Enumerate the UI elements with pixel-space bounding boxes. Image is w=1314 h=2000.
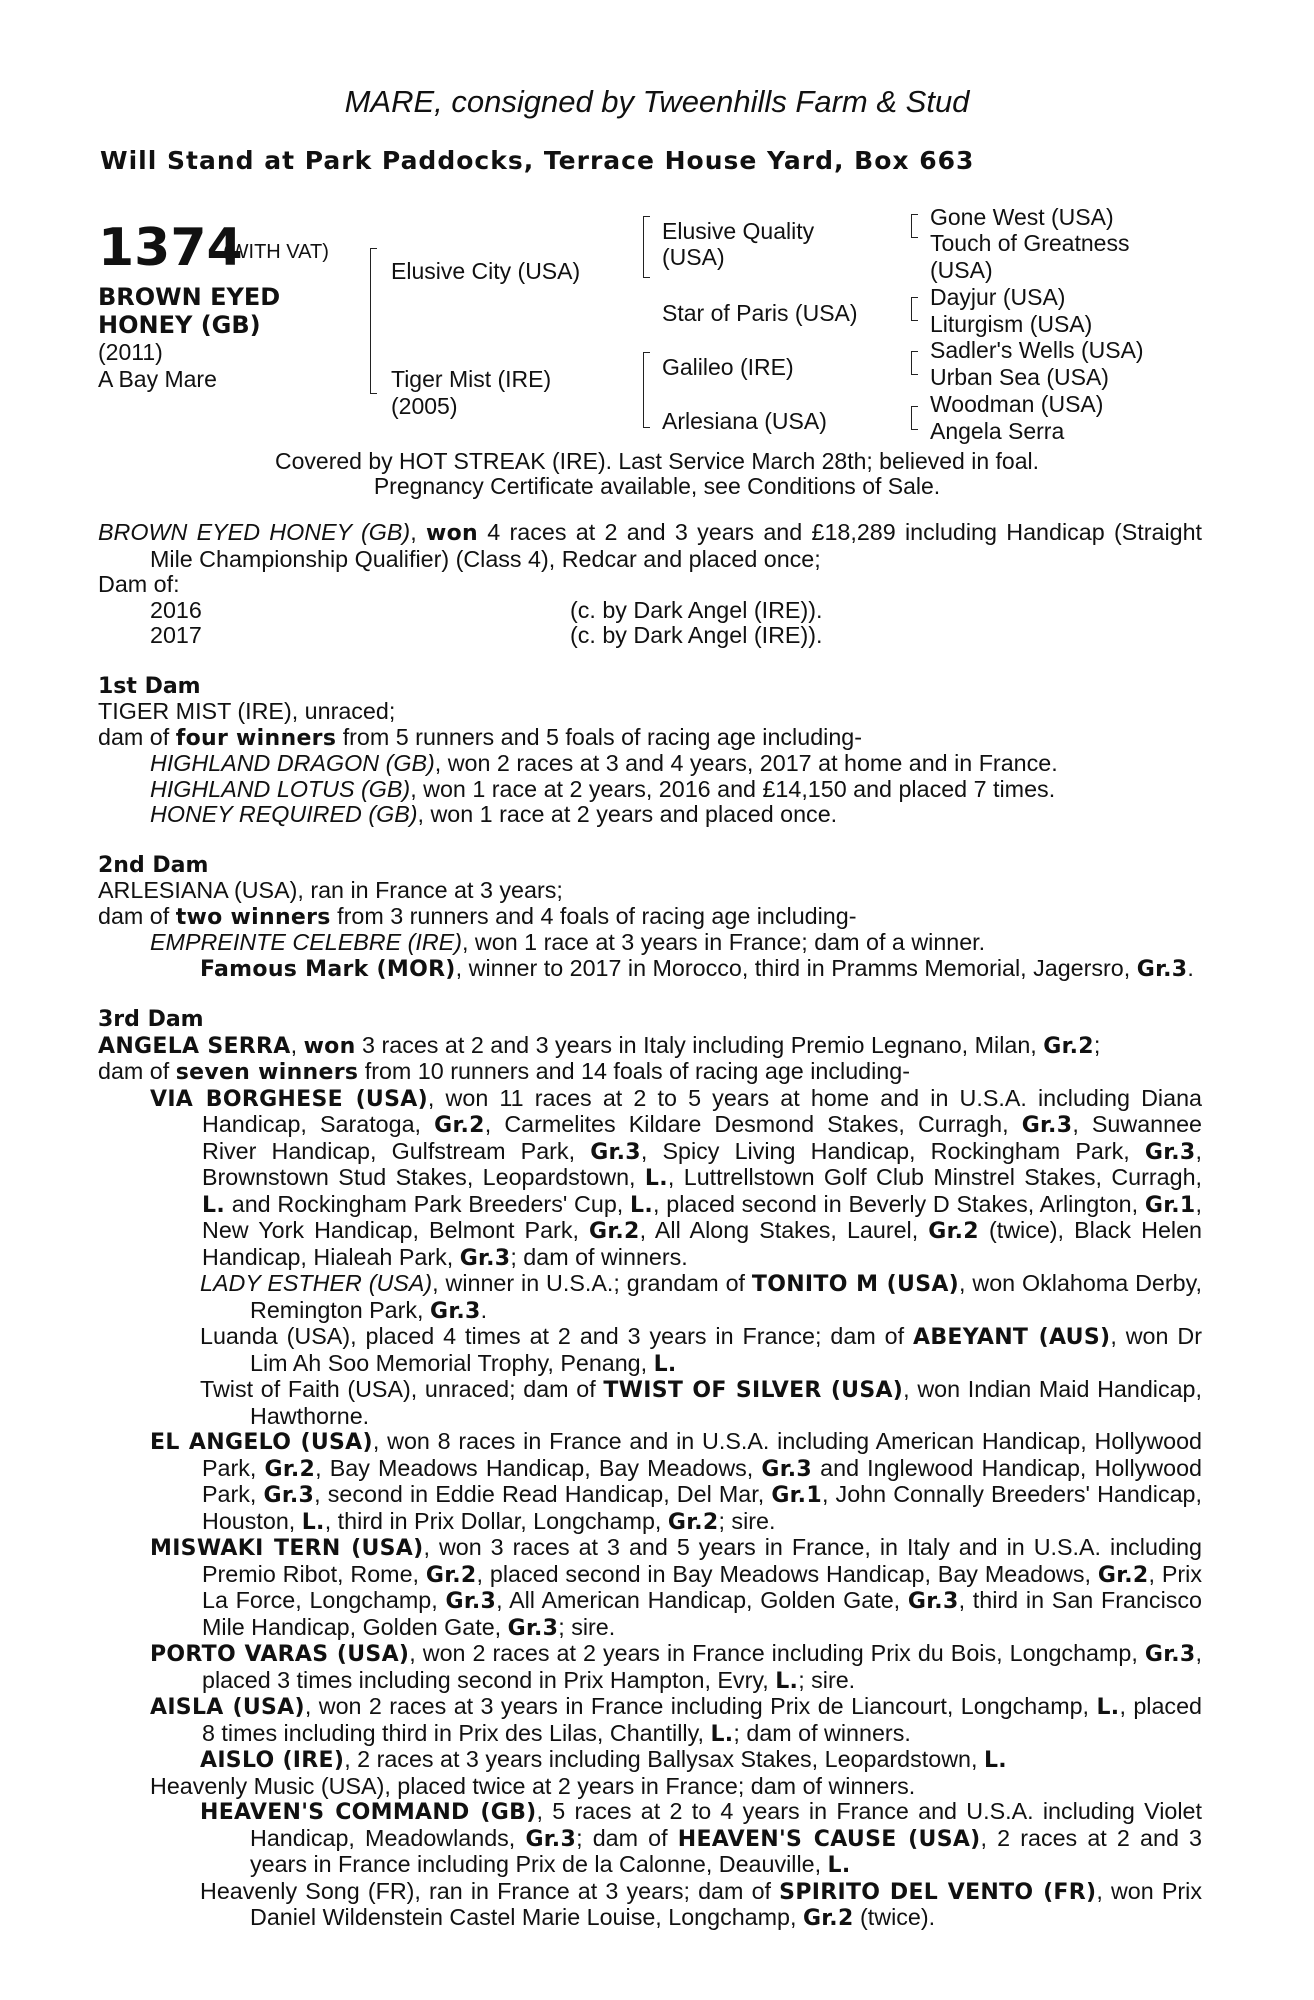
stand-location: Will Stand at Park Paddocks, Terrace House Yard, Box 663 — [100, 146, 975, 175]
second-dam-item: EMPREINTE CELEBRE (IRE), won 1 race at 3 years in France; dam of a winner. — [150, 929, 986, 955]
ped-ggp-sadlers-wells: Sadler's Wells (USA) — [930, 337, 1144, 363]
foal-2017: 2017 (c. by Dark Angel (IRE)). — [150, 622, 823, 648]
first-dam-line: TIGER MIST (IRE), unraced; — [98, 698, 396, 724]
foal-2016: 2016 (c. by Dark Angel (IRE)). — [150, 596, 823, 623]
el-angelo-entry: EL ANGELO (USA), won 8 races in France and in U.S.A. including American Handicap, Hollywood Park, Gr.2, Bay Meadows Handicap, Bay Meadows, Gr.3 and Inglewood Handicap, Hollywood Park, Gr.3, second in Eddie Read Handicap, Del Mar, Gr.1, John Connally Breeders' Handicap, Houston, L., third in Prix Dollar, Longchamp, Gr.2; sire. — [150, 1428, 1203, 1535]
heavens-command-entry: HEAVEN'S COMMAND (GB), 5 races at 2 to 4 years in France and U.S.A. including Violet Handicap, Meadowlands, Gr.3; dam of HEAVEN'S CAUSE (USA), 2 races at 2 and 3 years in France including Prix de la Calonne, Deauville, L. — [200, 1798, 1203, 1878]
heavenly-music-entry: Heavenly Music (USA), placed twice at 2 years in France; dam of winners. — [150, 1772, 916, 1799]
ped-sire-dam: Star of Paris (USA) — [662, 300, 858, 326]
ped-dam-sire: Galileo (IRE) — [662, 354, 794, 380]
horse-name-line1: BROWN EYED — [98, 283, 281, 311]
first-dam-dam-of: dam of four winners from 5 runners and 5 foals of racing age including- — [98, 723, 862, 751]
lady-esther-entry: LADY ESTHER (USA), winner in U.S.A.; grandam of TONITO M (USA), won Oklahoma Derby, Remington Park, Gr.3. — [200, 1270, 1202, 1324]
second-dam-dam-of: dam of two winners from 3 runners and 4 foals of racing age including- — [98, 902, 857, 930]
horse-year: (2011) — [98, 339, 163, 365]
brace-sire-dam — [370, 248, 371, 394]
third-dam-dam-of: dam of seven winners from 10 runners and 14 foals of racing age including- — [98, 1058, 910, 1085]
twist-of-faith-entry: Twist of Faith (USA), unraced; dam of TWIST OF SILVER (USA), won Indian Maid Handicap, Hawthorne. — [200, 1376, 1202, 1429]
aislo-entry: AISLO (IRE), 2 races at 3 years including Ballysax Stakes, Leopardstown, L. — [200, 1746, 1007, 1773]
second-dam-heading: 2nd Dam — [98, 852, 209, 878]
aisla-entry: AISLA (USA), won 2 races at 3 years in France including Prix de Liancourt, Longchamp, L., placed 8 times including third in Prix des Lilas, Chantilly, L.; dam of winners. — [150, 1693, 1202, 1747]
first-dam-item: HONEY REQUIRED (GB), won 1 race at 2 years and placed once. — [150, 801, 838, 827]
second-dam-subitem: Famous Mark (MOR), winner to 2017 in Morocco, third in Pramms Memorial, Jagersro, Gr.3. — [200, 954, 1194, 982]
brace-ggp-4 — [911, 406, 912, 430]
second-dam-line: ARLESIANA (USA), ran in France at 3 years; — [98, 877, 563, 903]
first-dam-item: HIGHLAND DRAGON (GB), won 2 races at 3 and 4 years, 2017 at home and in France. — [150, 750, 1058, 776]
ped-ggp-gone-west: Gone West (USA) — [930, 204, 1114, 230]
third-dam-heading: 3rd Dam — [98, 1007, 204, 1032]
ped-sire: Elusive City (USA) — [391, 258, 581, 284]
brace-dam-parents — [643, 352, 644, 428]
ped-dam-dam: Arlesiana (USA) — [662, 408, 827, 434]
brace-ggp-3 — [911, 351, 912, 375]
first-dam-item: HIGHLAND LOTUS (GB), won 1 race at 2 years, 2016 and £14,150 and placed 7 times. — [150, 775, 1056, 802]
catalogue-body — [98, 520, 1202, 1932]
ped-sire-sire-l2: (USA) — [662, 244, 725, 270]
horse-name-line2: HONEY (GB) — [98, 311, 261, 339]
ped-ggp-dayjur: Dayjur (USA) — [930, 284, 1066, 310]
porto-varas-entry: PORTO VARAS (USA), won 2 races at 2 years in France including Prix du Bois, Longchamp, Gr.3, placed 3 times including second in Prix Hampton, Evry, L.; sire. — [150, 1640, 1202, 1694]
ped-ggp-angela-serra: Angela Serra — [930, 418, 1065, 444]
covered-line: Covered by HOT STREAK (IRE). Last Service March 28th; believed in foal. — [275, 448, 1039, 474]
ped-ggp-woodman: Woodman (USA) — [930, 391, 1104, 417]
ped-ggp-touch-greatness-country: (USA) — [930, 257, 993, 283]
pregnancy-line: Pregnancy Certificate available, see Conditions of Sale. — [373, 473, 941, 499]
ped-dam: Tiger Mist (IRE) — [391, 366, 552, 392]
horse-description: A Bay Mare — [98, 366, 217, 392]
ped-dam-year: (2005) — [391, 393, 458, 419]
miswaki-tern-entry: MISWAKI TERN (USA), won 3 races at 3 and 5 years in France, in Italy and in U.S.A. including Premio Ribot, Rome, Gr.2, placed second in Bay Meadows Handicap, Bay Meadows, Gr.2, Prix La Force, Longchamp, Gr.3, All American Handicap, Golden Gate, Gr.3, third in San Francisco Mile Handicap, Golden Gate, Gr.3; sire. — [150, 1534, 1203, 1641]
via-borghese-entry: VIA BORGHESE (USA), won 11 races at 2 to 5 years at home and in U.S.A. including Diana Handicap, Saratoga, Gr.2, Carmelites Kildare Desmond Stakes, Curragh, Gr.3, Suwannee River Handicap, Gulfstream Park, Gr.3, Spicy Living Handicap, Rockingham Park, Gr.3, Brownstown Stud Stakes, Leopardstown, L., Luttrellstown Golf Club Minstrel Stakes, Curragh, L. and Rockingham Park Breeders' Cup, L., placed second in Beverly D Stakes, Arlington, Gr.1, New York Handicap, Belmont Park, Gr.2, All Along Stakes, Laurel, Gr.2 (twice), Black Helen Handicap, Hialeah Park, Gr.3; dam of winners. — [150, 1084, 1202, 1271]
vat-note: (WITH VAT) — [223, 241, 329, 263]
dam-of-label: Dam of: — [98, 571, 180, 597]
brace-ggp-2 — [911, 297, 912, 321]
brace-ggp-1 — [911, 214, 912, 238]
ped-ggp-touch-greatness: Touch of Greatness — [930, 230, 1130, 256]
ped-ggp-urban-sea: Urban Sea (USA) — [930, 364, 1109, 390]
consignor-line: MARE, consigned by Tweenhills Farm & Stud — [344, 84, 970, 119]
heavenly-song-entry: Heavenly Song (FR), ran in France at 3 years; dam of SPIRITO DEL VENTO (FR), won Prix Daniel Wildenstein Castel Marie Louise, Longchamp, Gr.2 (twice). — [200, 1877, 1202, 1931]
ped-sire-sire-l1: Elusive Quality — [662, 218, 815, 244]
brace-sire-parents — [643, 216, 644, 278]
third-dam-line: ANGELA SERRA, won 3 races at 2 and 3 years in Italy including Premio Legnano, Milan, Gr.2; — [98, 1031, 1101, 1059]
luanda-entry: Luanda (USA), placed 4 times at 2 and 3 years in France; dam of ABEYANT (AUS), won Dr Lim Ah Soo Memorial Trophy, Penang, L. — [200, 1323, 1202, 1377]
ped-ggp-liturgism: Liturgism (USA) — [930, 311, 1093, 337]
produce-record: BROWN EYED HONEY (GB), won 4 races at 2 and 3 years and £18,289 including Handicap (Straight Mile Championship Qualifier) (Class 4), Redcar and placed once; — [98, 519, 1203, 572]
lot-number: 1374 — [98, 218, 243, 278]
first-dam-heading: 1st Dam — [98, 673, 201, 699]
